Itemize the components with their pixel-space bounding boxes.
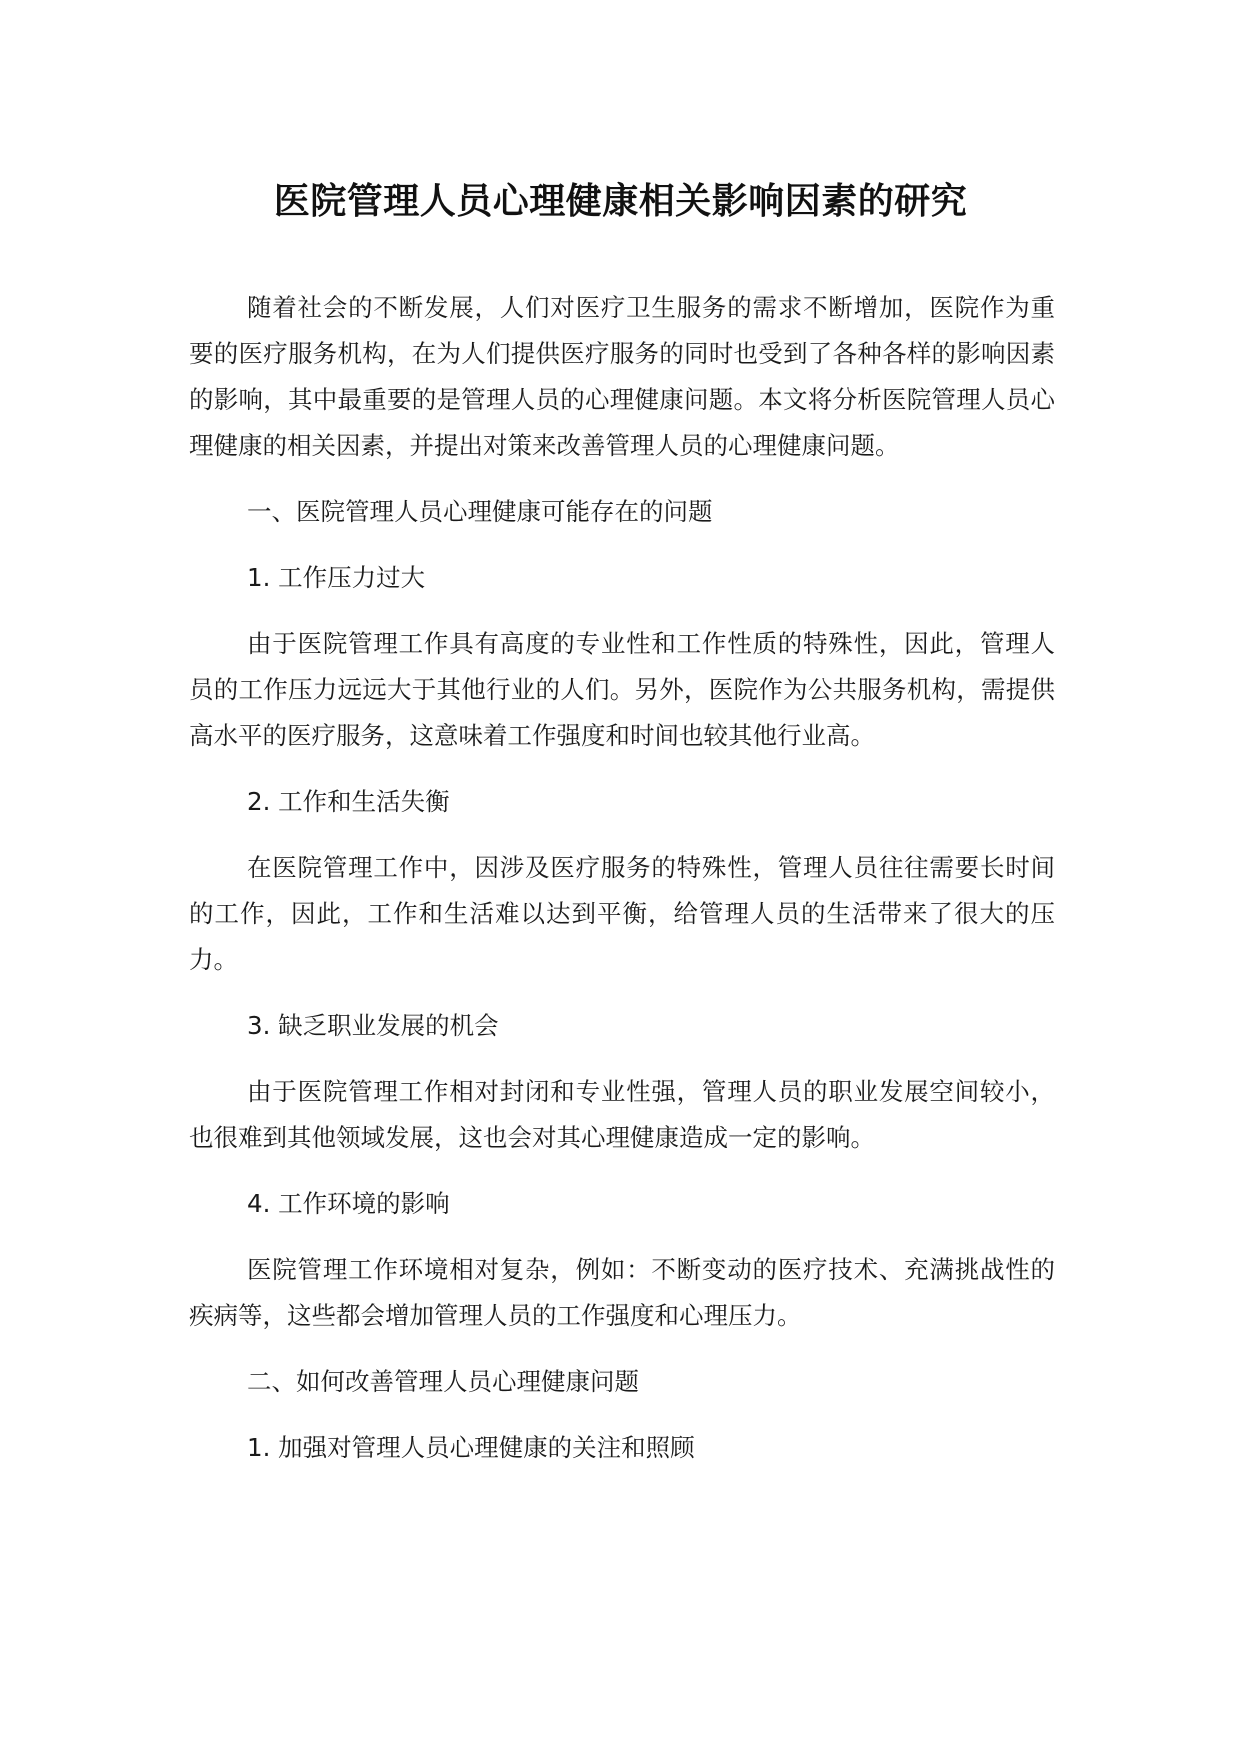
- subheading-work-life-balance: 2. 工作和生活失衡: [247, 787, 450, 816]
- paragraph-work-life-balance: 在医院管理工作中，因涉及医疗服务的特殊性，管理人员往往需要长时间的工作，因此，工作和生活难以达到平衡，给管理人员的生活带来了很大的压力。: [189, 853, 1055, 974]
- section-heading-1: 一、医院管理人员心理健康可能存在的问题: [247, 497, 713, 526]
- subheading-work-environment: 4. 工作环境的影响: [247, 1189, 450, 1218]
- intro-paragraph: 随着社会的不断发展，人们对医疗卫生服务的需求不断增加，医院作为重要的医疗服务机构，在为人们提供医疗服务的同时也受到了各种各样的影响因素的影响，其中最重要的是管理人员的心理健康问题。本文将分析医院管理人员心理健康的相关因素，并提出对策来改善管理人员的心理健康问题。: [189, 293, 1055, 460]
- subheading-attention-care: 1. 加强对管理人员心理健康的关注和照顾: [247, 1433, 695, 1462]
- subheading-work-pressure: 1. 工作压力过大: [247, 563, 426, 592]
- document-title: 医院管理人员心理健康相关影响因素的研究: [273, 181, 968, 222]
- paragraph-work-pressure: 由于医院管理工作具有高度的专业性和工作性质的特殊性，因此，管理人员的工作压力远远大于其他行业的人们。另外，医院作为公共服务机构，需提供高水平的医疗服务，这意味着工作强度和时间也较其他行业高。: [189, 629, 1055, 750]
- paragraph-work-environment: 医院管理工作环境相对复杂，例如：不断变动的医疗技术、充满挑战性的疾病等，这些都会增加管理人员的工作强度和心理压力。: [189, 1255, 1055, 1330]
- document-body: [189, 285, 1055, 1491]
- subheading-career-development: 3. 缺乏职业发展的机会: [247, 1011, 499, 1040]
- paragraph-career-development: 由于医院管理工作相对封闭和专业性强，管理人员的职业发展空间较小，也很难到其他领域发展，这也会对其心理健康造成一定的影响。: [189, 1077, 1055, 1152]
- section-heading-2: 二、如何改善管理人员心理健康问题: [247, 1367, 639, 1396]
